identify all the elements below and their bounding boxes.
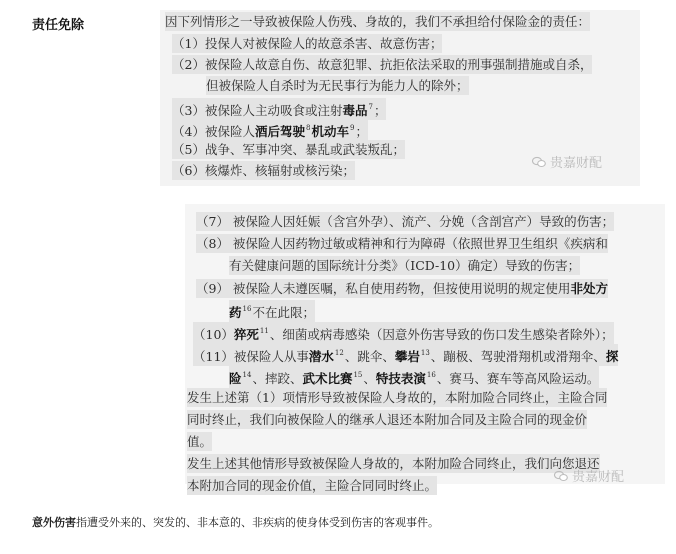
clause-item-10 xyxy=(193,322,614,344)
clause-number: （6） xyxy=(172,163,205,178)
defined-term: 意外伤害 xyxy=(32,516,76,529)
clause-text: 、蹦极、驾驶滑翔机或滑翔伞、 xyxy=(430,349,606,364)
chat-bubble-icon xyxy=(554,470,568,482)
defined-term: 药 xyxy=(229,305,242,320)
clause-number: （1） xyxy=(172,36,205,51)
clause-text: 被保险人主动吸食或注射 xyxy=(204,103,343,118)
footnote-ref: 16 xyxy=(426,371,436,379)
clause-text: 不在此限； xyxy=(252,305,315,320)
clause-text: （9） 被保险人未遵医嘱，私自使用药物，但按使用说明的规定使用 xyxy=(196,281,571,296)
punctuation: ； xyxy=(373,103,387,118)
clause-number: （3） xyxy=(172,103,205,118)
clause-number: （4） xyxy=(172,124,205,139)
defined-term: 潜水 xyxy=(308,349,334,364)
defined-term: 险 xyxy=(229,371,242,386)
clause-item-2 xyxy=(172,55,592,74)
paragraph-1-line-1: 发生上述第（1）项情形导致被保险人身故的，本附加险合同终止，主险合同 xyxy=(187,390,608,405)
watermark-text: 贵嘉财配 xyxy=(572,470,625,485)
clause-number: （5） xyxy=(172,142,205,157)
footnote-ref: 11 xyxy=(259,327,269,335)
clause-item-9-continued xyxy=(229,300,315,322)
clause-item-11-continued xyxy=(229,366,599,388)
clause-text: 投保人对被保险人的故意杀害、故意伤害； xyxy=(204,36,443,51)
watermark xyxy=(554,466,624,485)
defined-term: 酒后驾驶 xyxy=(254,124,305,139)
clause-text: 、细菌或病毒感染（因意外伤害导致的伤口发生感染者除外）； xyxy=(269,327,614,342)
defined-term: 武术比赛 xyxy=(302,371,353,386)
clause-text: 、赛马、赛车等高风险运动。 xyxy=(436,371,600,386)
clause-item-9 xyxy=(196,279,608,298)
clause-item-6 xyxy=(172,161,355,180)
paragraph-1-line-2: 同时终止，我们向被保险人的继承人退还本附加合同及主险合同的现金价 xyxy=(187,412,588,427)
defined-term: 猝死 xyxy=(233,327,259,342)
footnote-ref: 14 xyxy=(242,371,252,379)
footnote-ref: 7 xyxy=(368,103,373,111)
footnote-ref: 9 xyxy=(349,124,355,132)
clause-number: （2） xyxy=(172,57,205,72)
defined-term: 毒品 xyxy=(342,103,368,118)
clause-item-4 xyxy=(172,119,368,141)
clause-intro: 因下列情形之一导致被保险人伤残、身故的，我们不承担给付保险金的责任： xyxy=(165,14,591,29)
footnote-ref: 16 xyxy=(242,305,252,313)
clause-text: 、跳伞、 xyxy=(344,349,395,364)
clause-text: 、 xyxy=(363,371,376,386)
clause-number: （10） xyxy=(193,327,234,342)
clause-text: 战争、军事冲突、暴乱或武装叛乱； xyxy=(204,142,405,157)
paragraph-1-line-3: 值。 xyxy=(187,434,213,449)
defined-term: 攀岩 xyxy=(394,349,420,364)
clause-text: 被保险人 xyxy=(204,124,255,139)
defined-term: 特技表演 xyxy=(375,371,426,386)
defined-term: 非处方 xyxy=(570,281,608,296)
clause-item-7: （7） 被保险人因妊娠（含宫外孕）、流产、分娩（含剖宫产）导致的伤害； xyxy=(196,214,615,229)
clause-item-8: （8） 被保险人因药物过敏或精神和行为障碍（依照世界卫生组织《疾病和 xyxy=(196,236,608,251)
clause-text: （11）被保险人从事 xyxy=(193,349,309,364)
clause-text: 被保险人故意自伤、故意犯罪、抗拒依法采取的刑事强制措施或自杀， xyxy=(204,57,593,72)
section-title: 责任免除 xyxy=(32,18,85,33)
clause-item-8-continued: 有关健康问题的国际统计分类》（ICD-10）确定）导致的伤害； xyxy=(229,258,581,273)
clause-text: 、摔跤、 xyxy=(252,371,303,386)
clause-item-1 xyxy=(172,34,442,53)
clause-item-3 xyxy=(172,98,386,120)
clause-item-11 xyxy=(193,344,618,366)
punctuation: ； xyxy=(355,124,368,139)
watermark xyxy=(532,152,602,171)
paragraph-2-line-1: 发生上述其他情形导致被保险人身故的，本附加险合同终止，我们向您退还 xyxy=(187,456,600,471)
watermark-text: 贵嘉财配 xyxy=(550,156,603,171)
footnote-ref: 12 xyxy=(334,349,344,357)
defined-term: 机动车 xyxy=(311,124,349,139)
clause-item-5 xyxy=(172,140,405,159)
footnote-ref: 15 xyxy=(353,371,363,379)
defined-term: 探 xyxy=(605,349,619,364)
footnote-ref: 13 xyxy=(420,349,430,357)
definition-footer xyxy=(32,514,439,530)
paragraph-2-line-2: 本附加合同的现金价值，主险合同同时终止。 xyxy=(187,478,438,493)
definition-text: 指遭受外来的、突发的、非本意的、非疾病的使身体受到伤害的客观事件。 xyxy=(76,516,439,529)
chat-bubble-icon xyxy=(532,156,546,168)
footnote-ref: 8 xyxy=(305,124,311,132)
clause-text: 核爆炸、核辐射或核污染； xyxy=(204,163,355,178)
clause-item-2-continued: 但被保险人自杀时为无民事行为能力人的除外； xyxy=(206,78,469,93)
